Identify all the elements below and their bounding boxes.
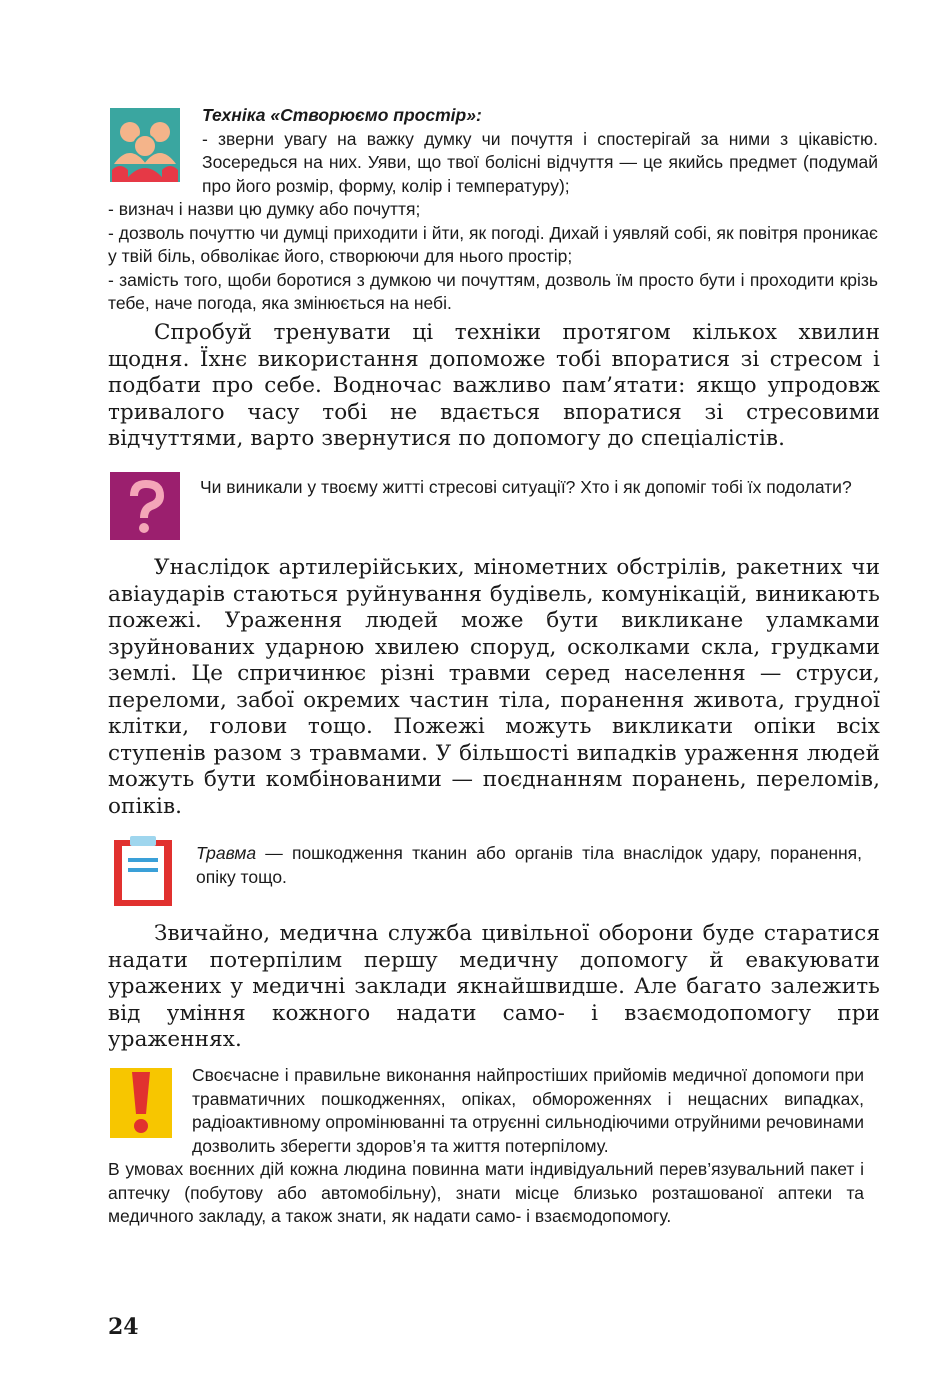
definition-text: — пошкодження тканин або органів тіла внаслідок удару, поранення, опіку тощо.	[196, 843, 862, 887]
clipboard-icon	[110, 834, 176, 908]
paragraph-text: Унаслідок артилерійських, мінометних обстрілів, ракетних чи авіаударів стаються руйнування будівель, комунікацій, виникають пожежі. Ураження людей може бути викликане уламками зруйнованих ударною хвилею споруд, осколками скла, грудками землі. Це спричинює різні травми серед населення — струси, переломи, забої окремих частин тіла, поранення живота, грудної клітки, голови тощо. Пожежі можуть викликати опіки всіх ступенів разом з травмами. У більшості випадків ураження людей можуть бути комбінованими — поєднанням поранень, переломів, опіків.	[108, 555, 880, 819]
page-number: 24	[108, 1314, 139, 1340]
paragraph-text: Спробуй тренувати ці техніки протягом кількох хвилин щодня. Їхнє використання допоможе тобі впоратися зі стресом і подбати про себе. Водночас важливо пам’ятати: якщо упродовж тривалого часу тобі не вдається впоратися зі стресовими відчуттями, варто звернутися по допомогу до спеціалістів.	[108, 320, 880, 451]
technique-title: Техніка «Створюємо простір»:	[202, 105, 482, 125]
body-paragraph	[108, 555, 880, 820]
paragraph-text: Звичайно, медична служба цивільної оборони буде старатися надати потерпілим першу медичну допомогу й евакуювати уражених у медичні заклади якнайшвидше. Але багато залежить від уміння кожного надати само- і взаємодопомогу при ураженнях.	[108, 921, 880, 1052]
warning-text: Своєчасне і правильне виконання найпростіших прийомів медичної допомоги при травматичних пошкодженнях, опіках, обмороженнях і нещасних випадках, радіоактивному опромінюванні та отруєнні сильнодіючими отруйними речовинами дозволить зберегти здоров’я та життя потерпілому.	[192, 1065, 864, 1156]
body-paragraph	[108, 320, 880, 453]
technique-line: - дозволь почуттю чи думці приходити і йти, як погоді. Дихай і уявляй собі, як повітря проникає у твій біль, обволікає його, створюючи для нього простір;	[108, 222, 878, 266]
definition	[196, 842, 862, 889]
warning-text: В умовах воєнних дій кожна людина повинна мати індивідуальний перев’язувальний пакет і аптечку (побутову або автомобільну), знати місце близько розташованої аптеки та медичного закладу, а також знати, як надати само- і взаємодопомогу.	[108, 1159, 864, 1226]
body-paragraph	[108, 921, 880, 1054]
technique-line: - замість того, щоби боротися з думкою чи почуттям, дозволь їм просто бути і проходити крізь тебе, наче погода, яка змінюється на небі.	[108, 269, 878, 313]
question-text: Чи виникали у твоєму житті стресові ситуації? Хто і як допоміг тобі їх подолати?	[200, 477, 852, 497]
warning-box	[108, 1064, 864, 1229]
definition-term: Травма	[196, 843, 257, 863]
question-icon	[110, 472, 180, 540]
technique-box	[108, 104, 878, 316]
technique-line: - визнач і назви цю думку або почуття;	[108, 199, 421, 219]
technique-line: - зверни увагу на важку думку чи почуття і спостерігай за ними з цікавістю. Зосередься на них. Уяви, що твої болісні відчуття — це якийсь предмет (подумай про його розмір, форму, колір і температуру);	[202, 128, 878, 196]
